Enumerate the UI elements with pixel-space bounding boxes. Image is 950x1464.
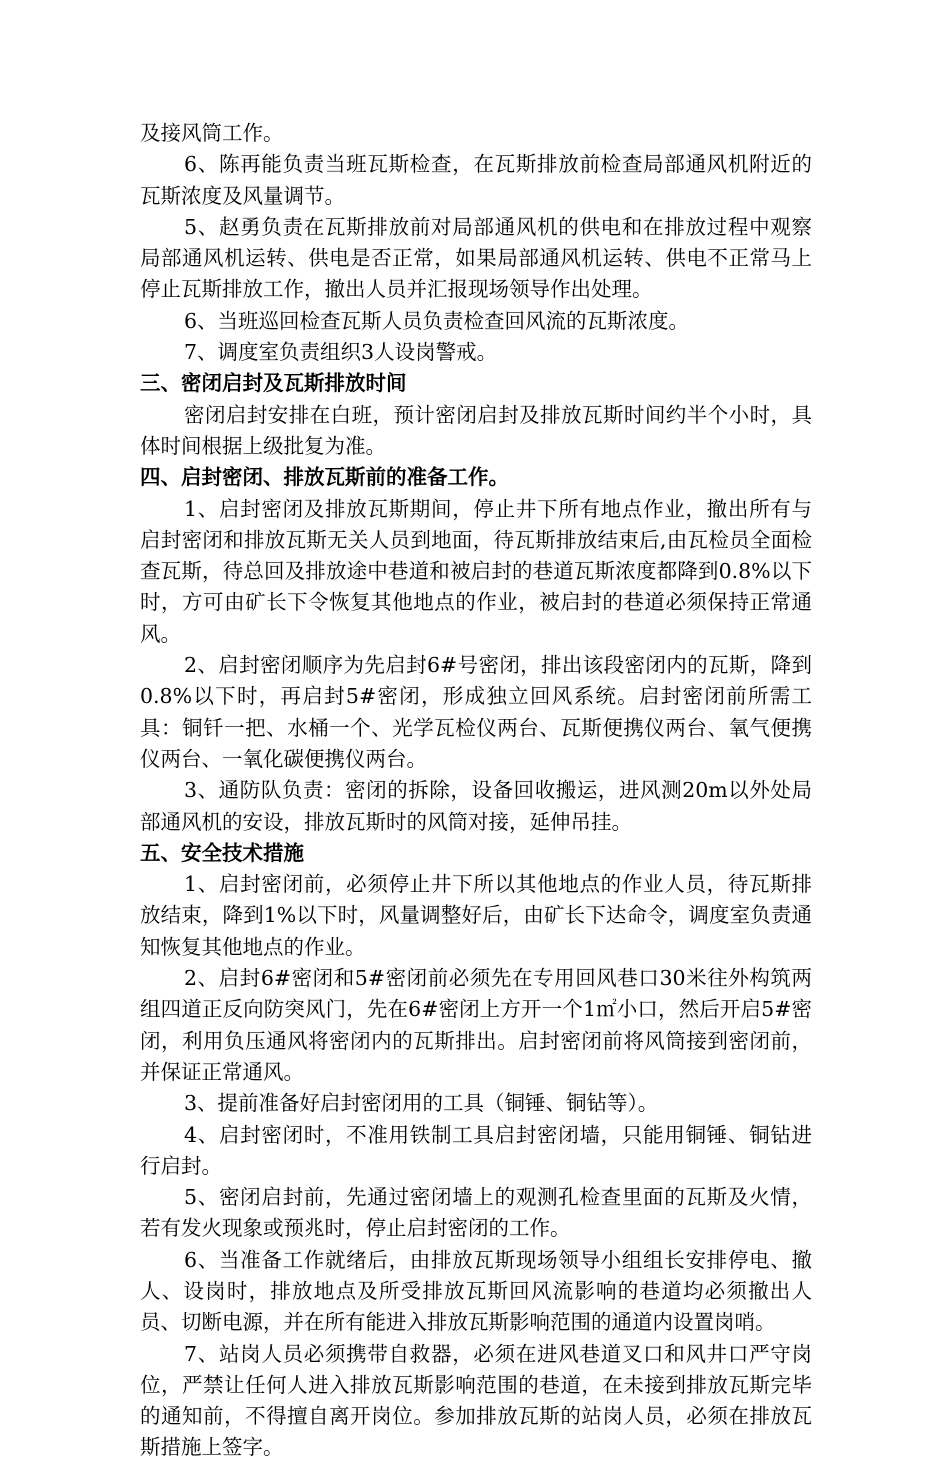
paragraph-schedule: 密闭启封安排在白班，预计密闭启封及排放瓦斯时间约半个小时，具体时间根据上级批复为准。	[140, 402, 812, 458]
paragraph-safety-7: 7、站岗人员必须携带自救器，必须在进风巷道叉口和风井口严守岗位，严禁让任何人进入排放瓦斯影响范围的巷道，在未接到排放瓦斯完毕的通知前，不得擅自离开岗位。参加排放瓦斯的站岗人员，必须在排放瓦斯措施上签字。	[140, 1341, 812, 1460]
paragraph-safety-1: 1、启封密闭前，必须停止井下所以其他地点的作业人员，待瓦斯排放结束，降到1%以下时，风量调整好后，由矿长下达命令，调度室负责通知恢复其他地点的作业。	[140, 872, 812, 959]
paragraph-safety-4: 4、启封密闭时，不准用铁制工具启封密闭墙，只能用铜锤、铜钻进行启封。	[140, 1122, 812, 1178]
paragraph-safety-3: 3、提前准备好启封密闭用的工具（铜锤、铜钻等）。	[184, 1091, 659, 1116]
section-heading-3: 三、密闭启封及瓦斯排放时间	[140, 371, 407, 396]
paragraph-safety-6: 6、当准备工作就绪后，由排放瓦斯现场领导小组组长安排停电、撤人、设岗时，排放地点及所受排放瓦斯回风流影响的巷道均必须撤出人员、切断电源，并在所有能进入排放瓦斯影响范围的通道内设置岗哨。	[140, 1247, 812, 1335]
paragraph-item-6-chen: 6、陈再能负责当班瓦斯检查，在瓦斯排放前检查局部通风机附近的瓦斯浓度及风量调节。	[140, 152, 812, 208]
paragraph-prep-2: 2、启封密闭顺序为先启封6#号密闭，排出该段密闭内的瓦斯，降到0.8%以下时，再启封5#密闭，形成独立回风系统。启封密闭前所需工具：铜钎一把、水桶一个、光学瓦检仪两台、瓦斯便携仪两台、氧气便携仪两台、一氧化碳便携仪两台。	[140, 653, 812, 771]
section-heading-5: 五、安全技术措施	[140, 840, 304, 865]
paragraph-continuation: 及接风筒工作。	[140, 121, 284, 145]
paragraph-safety-2: 2、启封6#密闭和5#密闭前必须先在专用回风巷口30米往外构筑两组四道正反向防突风门，先在6#密闭上方开一个1㎡小口，然后开启5#密闭，利用负压通风将密闭内的瓦斯排出。启封密闭前将风筒接到密闭前，并保证正常通风。	[140, 966, 812, 1084]
document-body	[140, 118, 812, 1464]
section-heading-4: 四、启封密闭、排放瓦斯前的准备工作。	[140, 465, 509, 490]
paragraph-item-5-zhao: 5、赵勇负责在瓦斯排放前对局部通风机的供电和在排放过程中观察局部通风机运转、供电是否正常，如果局部通风机运转、供电不正常马上停止瓦斯排放工作，撤出人员并汇报现场领导作出处理。	[140, 214, 812, 302]
paragraph-prep-3: 3、通防队负责：密闭的拆除，设备回收搬运，进风测20m以外处局部通风机的安设，排放瓦斯时的风筒对接，延伸吊挂。	[140, 778, 812, 834]
paragraph-item-7-dispatch: 7、调度室负责组织3人设岗警戒。	[184, 340, 498, 365]
paragraph-safety-5: 5、密闭启封前，先通过密闭墙上的观测孔检查里面的瓦斯及火情，若有发火现象或预兆时，停止启封密闭的工作。	[140, 1185, 812, 1241]
paragraph-prep-1: 1、启封密闭及排放瓦斯期间，停止井下所有地点作业，撤出所有与启封密闭和排放瓦斯无关人员到地面，待瓦斯排放结束后,由瓦检员全面检查瓦斯，待总回及排放途中巷道和被启封的巷道瓦斯浓度都降到0.8%以下时，方可由矿长下令恢复其他地点的作业，被启封的巷道必须保持正常通风。	[140, 496, 812, 646]
paragraph-item-6-patrol: 6、当班巡回检查瓦斯人员负责检查回风流的瓦斯浓度。	[184, 308, 690, 333]
